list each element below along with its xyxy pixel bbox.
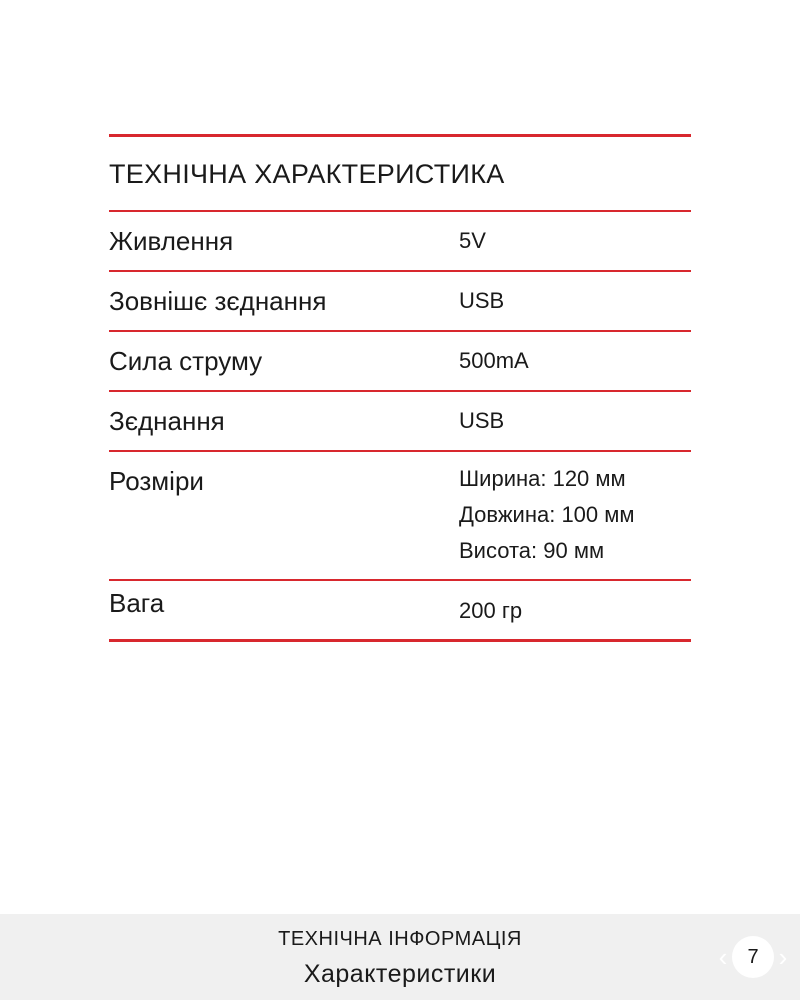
page-number-badge: 7 (732, 936, 774, 978)
spec-row-external-connection (109, 272, 691, 330)
spec-row-weight (109, 581, 691, 639)
spec-row-connection (109, 392, 691, 450)
dimension-length: Довжина: 100 мм (459, 502, 635, 527)
spec-label: Вага (109, 588, 165, 618)
chevron-right-icon[interactable]: › (778, 942, 788, 972)
page-footer (0, 914, 800, 1000)
chevron-left-icon[interactable]: ‹ (718, 942, 728, 972)
footer-page-title: Характеристики (303, 960, 497, 988)
spec-value: 5V (459, 228, 486, 253)
spec-table (109, 134, 691, 642)
spec-row-power (109, 212, 691, 270)
dimension-height: Висота: 90 мм (459, 538, 605, 563)
spec-value (459, 468, 635, 579)
page-navigation (716, 936, 790, 978)
divider (109, 639, 691, 642)
spec-value: 200 гр (459, 598, 523, 623)
spec-label: Розміри (109, 466, 204, 496)
footer-section-label: ТЕХНІЧНА ІНФОРМАЦІЯ (278, 928, 522, 950)
spec-label: Зєднання (109, 406, 225, 436)
spec-row-current (109, 332, 691, 390)
spec-label: Живлення (109, 226, 234, 256)
dimension-width: Ширина: 120 мм (459, 466, 626, 491)
spec-value: USB (459, 288, 505, 313)
spec-title: ТЕХНІЧНА ХАРАКТЕРИСТИКА (109, 159, 505, 189)
spec-label: Зовнішє зєднання (109, 286, 327, 316)
spec-label: Сила струму (109, 346, 263, 376)
spec-value: USB (459, 408, 505, 433)
spec-row-dimensions (109, 452, 691, 579)
spec-value: 500mA (459, 348, 529, 373)
